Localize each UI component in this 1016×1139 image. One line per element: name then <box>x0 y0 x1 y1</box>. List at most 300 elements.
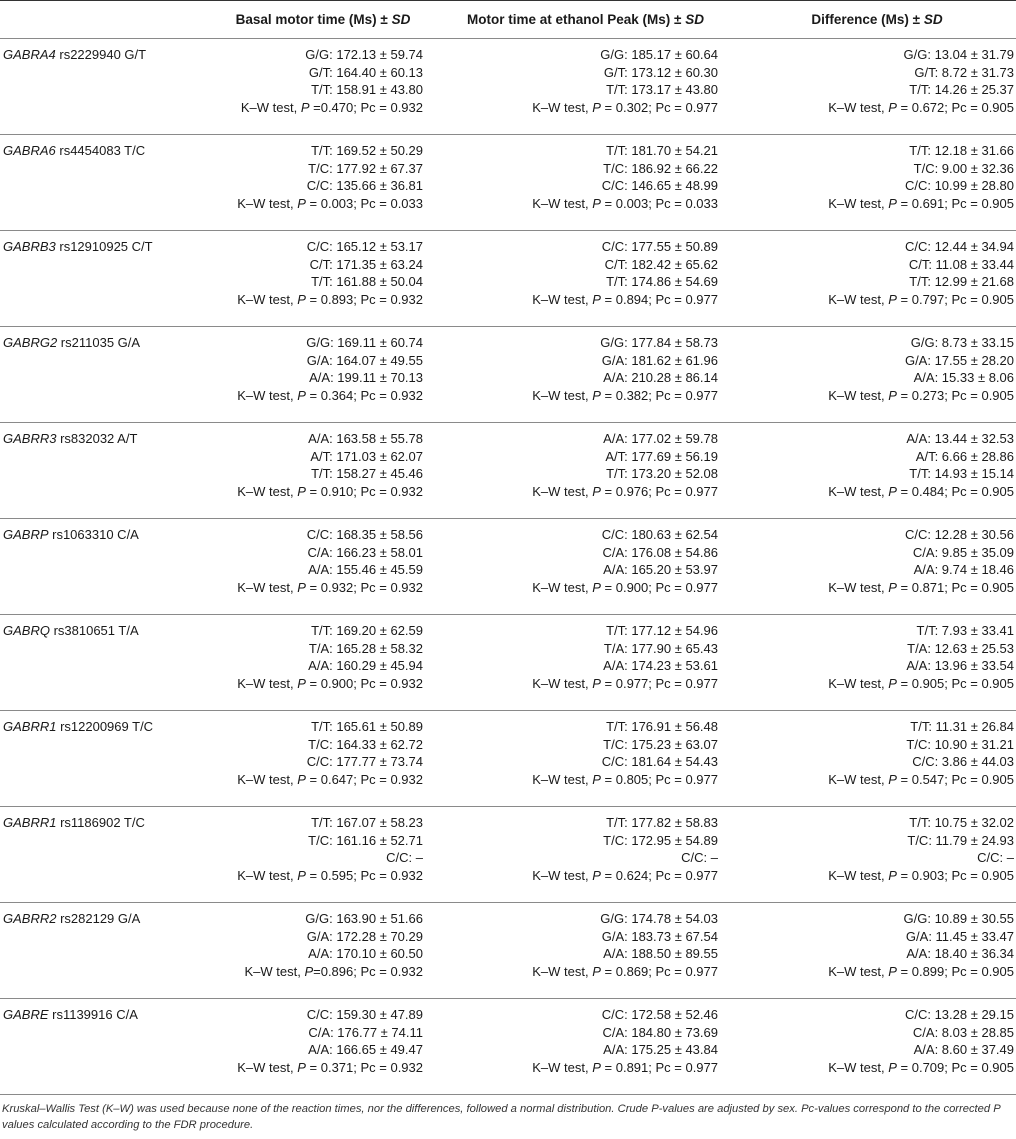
kw-test-result <box>214 195 423 213</box>
p-symbol: P <box>592 387 601 403</box>
p-symbol: P <box>297 1059 306 1075</box>
p-values: = 0.900; Pc = 0.932 <box>305 675 423 691</box>
genotype-value: A/A: 9.74 ± 18.46 <box>913 562 1014 578</box>
genotype-value: T/C: 164.33 ± 62.72 <box>308 736 423 752</box>
p-values: = 0.805; Pc = 0.977 <box>600 771 718 787</box>
table-row <box>0 615 1016 711</box>
p-symbol: P <box>592 675 601 691</box>
genotype-value: G/A: 17.55 ± 28.20 <box>904 352 1014 368</box>
genotype-value: G/T: 173.12 ± 60.30 <box>603 64 718 80</box>
genotype-value: G/T: 164.40 ± 60.13 <box>308 64 423 80</box>
kw-test-result <box>214 771 423 789</box>
table-body <box>0 39 1016 1095</box>
p-symbol: P <box>888 387 897 403</box>
basal-cell <box>213 999 433 1095</box>
genotype-value: T/C: 161.16 ± 52.71 <box>308 832 423 848</box>
genotype-value: A/A: 174.23 ± 53.61 <box>603 658 718 674</box>
p-values: = 0.910; Pc = 0.932 <box>305 483 423 499</box>
table-row <box>0 423 1016 519</box>
genotype-value: T/T: 10.75 ± 32.02 <box>909 815 1014 830</box>
p-values: = 0.977; Pc = 0.977 <box>600 675 718 691</box>
kw-test-label: K–W test, <box>237 291 298 307</box>
kw-test-result <box>214 291 423 309</box>
genotype-value: A/A: 15.33 ± 8.06 <box>913 370 1014 386</box>
p-symbol: P <box>888 675 897 691</box>
kw-test-label: K–W test, <box>237 195 298 211</box>
p-symbol: P <box>888 771 897 787</box>
difference-cell <box>738 615 1016 711</box>
kw-test-label: K–W test, <box>237 483 298 499</box>
kw-test-result <box>214 99 423 117</box>
difference-cell <box>738 711 1016 807</box>
genotype-value: G/G: 177.84 ± 58.73 <box>600 335 718 350</box>
genotype-value: T/T: 177.12 ± 54.96 <box>606 623 718 638</box>
basal-cell <box>213 231 433 327</box>
snp-id: rs12200969 T/C <box>56 719 154 734</box>
gene-name: GABRE <box>3 1007 49 1022</box>
p-symbol: P <box>888 963 897 979</box>
kw-test-result <box>434 867 718 885</box>
basal-cell <box>213 423 433 519</box>
genotype-value: A/A: 166.65 ± 49.47 <box>308 1042 423 1058</box>
gene-name: GABRQ <box>3 623 50 638</box>
genotype-value: T/T: 161.88 ± 50.04 <box>311 274 423 290</box>
kw-test-result <box>434 579 718 597</box>
kw-test-label: K–W test, <box>532 675 593 691</box>
genotype-value: C/A: 184.80 ± 73.69 <box>602 1024 718 1040</box>
genotype-value: T/C: 11.79 ± 24.93 <box>907 832 1014 848</box>
genotype-value: A/A: 188.50 ± 89.55 <box>603 946 718 962</box>
gene-name: GABRP <box>3 527 49 542</box>
p-values: =0.896; Pc = 0.932 <box>313 963 423 979</box>
p-symbol: P <box>297 867 306 883</box>
kw-test-label: K–W test, <box>237 1059 298 1075</box>
peak-cell <box>433 519 738 615</box>
p-symbol: P <box>297 579 306 595</box>
table-row <box>0 903 1016 999</box>
genotype-value: T/C: 186.92 ± 66.22 <box>603 160 718 176</box>
p-values: = 0.647; Pc = 0.932 <box>305 771 423 787</box>
gene-name: GABRR2 <box>3 911 57 926</box>
kw-test-result <box>739 963 1014 981</box>
p-values: = 0.871; Pc = 0.905 <box>896 579 1014 595</box>
genotype-value: T/T: 158.27 ± 45.46 <box>311 466 423 482</box>
genotype-value: C/C: 168.35 ± 58.56 <box>306 527 423 542</box>
header-difference <box>738 1 1016 39</box>
genotype-value: T/C: 172.95 ± 54.89 <box>603 832 718 848</box>
genotype-value: C/A: 9.85 ± 35.09 <box>912 544 1014 560</box>
gene-name: GABRB3 <box>3 239 56 254</box>
genotype-value: A/A: 177.02 ± 59.78 <box>603 431 718 446</box>
kw-test-label: K–W test, <box>532 99 593 115</box>
genotype-value: G/G: 185.17 ± 60.64 <box>600 47 718 62</box>
genotype-value: C/C: 180.63 ± 62.54 <box>601 527 718 542</box>
p-symbol: P <box>300 99 310 115</box>
p-values: = 0.382; Pc = 0.977 <box>600 387 718 403</box>
snp-cell <box>0 423 213 519</box>
gene-name: GABRR1 <box>3 719 57 734</box>
genotype-value: T/C: 9.00 ± 32.36 <box>913 160 1014 176</box>
genotype-value: C/C: 177.77 ± 73.74 <box>306 754 423 770</box>
p-values: = 0.932; Pc = 0.932 <box>305 579 423 595</box>
genotype-value: C/C: 135.66 ± 36.81 <box>306 178 423 194</box>
snp-id: rs2229940 G/T <box>55 47 147 62</box>
genotype-value: C/C: 177.55 ± 50.89 <box>601 239 718 254</box>
header-row <box>0 1 1016 39</box>
p-values: = 0.900; Pc = 0.977 <box>600 579 718 595</box>
p-symbol: P <box>592 771 601 787</box>
kw-test-result <box>739 579 1014 597</box>
genotype-value: G/A: 183.73 ± 67.54 <box>601 928 718 944</box>
snp-id: rs12910925 C/T <box>55 239 153 254</box>
p-symbol: P <box>592 99 601 115</box>
snp-id: rs832032 A/T <box>56 431 138 446</box>
p-values: = 0.691; Pc = 0.905 <box>896 195 1014 211</box>
snp-cell <box>0 519 213 615</box>
genotype-value: T/T: 158.91 ± 43.80 <box>311 82 423 98</box>
kw-test-result <box>214 483 423 501</box>
kw-test-result <box>214 387 423 405</box>
p-symbol: P <box>888 195 897 211</box>
genotype-value: A/T: 171.03 ± 62.07 <box>310 448 423 464</box>
basal-cell <box>213 135 433 231</box>
header-peak-text: Motor time at ethanol Peak (Ms) ± <box>467 12 682 27</box>
difference-cell <box>738 327 1016 423</box>
p-symbol: P <box>888 291 897 307</box>
p-symbol: P <box>592 291 601 307</box>
p-values: =0.470; Pc = 0.932 <box>309 99 423 115</box>
table-row <box>0 711 1016 807</box>
genotype-value: G/G: 8.73 ± 33.15 <box>910 335 1014 350</box>
p-symbol: P <box>297 387 306 403</box>
p-symbol: P <box>592 483 601 499</box>
genotype-value: A/A: 8.60 ± 37.49 <box>913 1042 1014 1058</box>
header-difference-text: Difference (Ms) ± <box>811 12 921 27</box>
genotype-value: C/C: – <box>386 850 423 866</box>
difference-cell <box>738 231 1016 327</box>
genotype-value: T/C: 175.23 ± 63.07 <box>603 736 718 752</box>
table-footnote: Kruskal–Wallis Test (K–W) was used because none of the reaction times, nor the differences, followed a normal distribution. Crude P-values are adjusted by sex. Pc-values correspond to the corrected P values calculated according to the FDR procedure. <box>2 1103 1001 1131</box>
kw-test-label: K–W test, <box>244 963 305 979</box>
gene-name: GABRR1 <box>3 815 57 830</box>
gene-name: GABRA6 <box>3 143 56 158</box>
genotype-value: T/T: 169.52 ± 50.29 <box>311 143 423 158</box>
genotype-value: A/A: 18.40 ± 36.34 <box>906 946 1014 962</box>
genotype-value: A/A: 165.20 ± 53.97 <box>603 562 718 578</box>
kw-test-label: K–W test, <box>828 483 889 499</box>
genotype-value: A/A: 210.28 ± 86.14 <box>603 370 718 386</box>
genotype-value: T/T: 177.82 ± 58.83 <box>606 815 718 830</box>
kw-test-label: K–W test, <box>237 867 298 883</box>
kw-test-result <box>434 291 718 309</box>
kw-test-result <box>739 99 1014 117</box>
genotype-value: T/T: 7.93 ± 33.41 <box>916 623 1014 638</box>
genotype-value: G/A: 11.45 ± 33.47 <box>905 928 1014 944</box>
kw-test-label: K–W test, <box>532 867 593 883</box>
p-values: = 0.003; Pc = 0.033 <box>305 195 423 211</box>
p-values: = 0.672; Pc = 0.905 <box>896 99 1014 115</box>
peak-cell <box>433 39 738 135</box>
genotype-value: G/G: 10.89 ± 30.55 <box>903 911 1014 926</box>
p-values: = 0.903; Pc = 0.905 <box>896 867 1014 883</box>
basal-cell <box>213 711 433 807</box>
p-values: = 0.003; Pc = 0.033 <box>600 195 718 211</box>
genotype-value: T/T: 173.17 ± 43.80 <box>606 82 718 98</box>
basal-cell <box>213 519 433 615</box>
genotype-value: T/T: 167.07 ± 58.23 <box>311 815 423 830</box>
genotype-value: C/T: 171.35 ± 63.24 <box>309 256 423 272</box>
kw-test-result <box>739 483 1014 501</box>
p-values: = 0.595; Pc = 0.932 <box>305 867 423 883</box>
p-symbol: P <box>888 867 897 883</box>
snp-cell <box>0 135 213 231</box>
genotype-value: A/A: 175.25 ± 43.84 <box>603 1042 718 1058</box>
basal-cell <box>213 807 433 903</box>
p-values: = 0.976; Pc = 0.977 <box>600 483 718 499</box>
genotype-value: C/A: 176.08 ± 54.86 <box>602 544 718 560</box>
difference-cell <box>738 903 1016 999</box>
header-peak-sd: SD <box>685 12 704 27</box>
genotype-value: T/T: 165.61 ± 50.89 <box>311 719 423 734</box>
p-symbol: P <box>592 1059 601 1075</box>
basal-cell <box>213 327 433 423</box>
kw-test-result <box>739 867 1014 885</box>
genotype-value: C/C: 146.65 ± 48.99 <box>601 178 718 194</box>
genotype-value: T/T: 176.91 ± 56.48 <box>606 719 718 734</box>
p-values: = 0.905; Pc = 0.905 <box>896 675 1014 691</box>
kw-test-label: K–W test, <box>532 387 593 403</box>
kw-test-label: K–W test, <box>828 1059 889 1075</box>
genotype-value: A/A: 163.58 ± 55.78 <box>308 431 423 446</box>
kw-test-result <box>434 195 718 213</box>
table-row <box>0 999 1016 1095</box>
header-basal-sd: SD <box>391 12 411 27</box>
genotype-value: A/A: 155.46 ± 45.59 <box>308 562 423 578</box>
snp-id: rs211035 G/A <box>57 335 141 350</box>
peak-cell <box>433 807 738 903</box>
kw-test-result <box>739 195 1014 213</box>
table-row <box>0 519 1016 615</box>
genotype-value: C/C: – <box>977 850 1014 866</box>
kw-test-result <box>214 963 423 981</box>
kw-test-label: K–W test, <box>532 579 593 595</box>
peak-cell <box>433 135 738 231</box>
p-symbol: P <box>888 99 897 115</box>
p-values: = 0.893; Pc = 0.932 <box>305 291 423 307</box>
p-symbol: P <box>592 867 601 883</box>
genotype-value: C/C: 12.44 ± 34.94 <box>904 239 1014 254</box>
snp-cell <box>0 327 213 423</box>
p-values: = 0.484; Pc = 0.905 <box>896 483 1014 499</box>
kw-test-result <box>214 1059 423 1077</box>
p-symbol: P <box>297 291 306 307</box>
difference-cell <box>738 807 1016 903</box>
genotype-value: C/A: 8.03 ± 28.85 <box>912 1024 1014 1040</box>
genotype-value: C/C: 10.99 ± 28.80 <box>904 178 1014 194</box>
kw-test-result <box>739 387 1014 405</box>
p-values: = 0.891; Pc = 0.977 <box>600 1059 718 1075</box>
kw-test-result <box>434 483 718 501</box>
snp-cell <box>0 711 213 807</box>
genotype-value: G/G: 13.04 ± 31.79 <box>903 47 1014 62</box>
kw-test-result <box>739 771 1014 789</box>
kw-test-result <box>214 579 423 597</box>
table-row <box>0 231 1016 327</box>
difference-cell <box>738 519 1016 615</box>
genotype-value: G/A: 181.62 ± 61.96 <box>601 352 718 368</box>
snp-cell <box>0 903 213 999</box>
genotype-value: T/T: 14.26 ± 25.37 <box>909 82 1014 98</box>
table-row <box>0 39 1016 135</box>
basal-cell <box>213 39 433 135</box>
kw-test-label: K–W test, <box>828 963 889 979</box>
gene-name: GABRA4 <box>3 47 56 62</box>
snp-id: rs3810651 T/A <box>49 623 139 638</box>
genotype-value: G/A: 172.28 ± 70.29 <box>306 928 423 944</box>
genotype-value: A/A: 13.44 ± 32.53 <box>906 431 1014 446</box>
genotype-value: G/G: 163.90 ± 51.66 <box>305 911 423 926</box>
p-symbol: P <box>888 483 897 499</box>
genotype-value: A/A: 170.10 ± 60.50 <box>308 946 423 962</box>
genotype-value: A/T: 6.66 ± 28.86 <box>915 448 1014 464</box>
peak-cell <box>433 231 738 327</box>
genotype-value: C/C: 181.64 ± 54.43 <box>601 754 718 770</box>
kw-test-label: K–W test, <box>828 867 889 883</box>
genotype-value: T/T: 173.20 ± 52.08 <box>606 466 718 482</box>
genotype-value: T/T: 174.86 ± 54.69 <box>606 274 718 290</box>
table-header <box>0 1 1016 39</box>
snp-cell <box>0 231 213 327</box>
genotype-value: A/A: 160.29 ± 45.94 <box>308 658 423 674</box>
header-basal-text: Basal motor time (Ms) ± <box>235 12 388 27</box>
genotype-value: C/C: 3.86 ± 44.03 <box>912 754 1014 770</box>
snp-id: rs4454083 T/C <box>55 143 146 158</box>
genotype-value: A/A: 199.11 ± 70.13 <box>309 370 423 386</box>
genotype-value: A/A: 13.96 ± 33.54 <box>906 658 1014 674</box>
snp-cell <box>0 615 213 711</box>
peak-cell <box>433 327 738 423</box>
peak-cell <box>433 711 738 807</box>
kw-test-result <box>214 675 423 693</box>
genotype-value: G/T: 8.72 ± 31.73 <box>914 64 1014 80</box>
difference-cell <box>738 999 1016 1095</box>
p-values: = 0.547; Pc = 0.905 <box>896 771 1014 787</box>
genotype-value: C/A: 166.23 ± 58.01 <box>307 544 423 560</box>
genotype-value: G/G: 172.13 ± 59.74 <box>305 47 423 62</box>
genotype-value: C/T: 11.08 ± 33.44 <box>908 256 1014 272</box>
kw-test-label: K–W test, <box>828 579 889 595</box>
header-basal <box>213 1 433 39</box>
kw-test-label: K–W test, <box>828 387 889 403</box>
genotype-value: C/A: 176.77 ± 74.11 <box>308 1024 423 1040</box>
kw-test-result <box>214 867 423 885</box>
kw-test-result <box>739 1059 1014 1077</box>
kw-test-label: K–W test, <box>237 771 298 787</box>
p-values: = 0.371; Pc = 0.932 <box>305 1059 423 1075</box>
difference-cell <box>738 39 1016 135</box>
p-symbol: P <box>888 1059 897 1075</box>
table-row <box>0 807 1016 903</box>
p-values: = 0.869; Pc = 0.977 <box>600 963 718 979</box>
genotype-value: T/T: 11.31 ± 26.84 <box>910 719 1014 734</box>
header-peak <box>433 1 738 39</box>
genotype-value: T/T: 12.18 ± 31.66 <box>909 143 1014 158</box>
peak-cell <box>433 999 738 1095</box>
p-values: = 0.273; Pc = 0.905 <box>896 387 1014 403</box>
p-values: = 0.364; Pc = 0.932 <box>305 387 423 403</box>
genotype-value: T/C: 10.90 ± 31.21 <box>906 736 1014 752</box>
kw-test-label: K–W test, <box>532 1059 593 1075</box>
genotype-value: G/A: 164.07 ± 49.55 <box>306 352 423 368</box>
kw-test-label: K–W test, <box>828 675 889 691</box>
table-row <box>0 135 1016 231</box>
kw-test-label: K–W test, <box>237 579 298 595</box>
basal-cell <box>213 903 433 999</box>
genotype-value: T/C: 177.92 ± 67.37 <box>308 160 423 176</box>
p-values: = 0.899; Pc = 0.905 <box>896 963 1014 979</box>
p-values: = 0.894; Pc = 0.977 <box>600 291 718 307</box>
snp-cell <box>0 807 213 903</box>
kw-test-result <box>434 963 718 981</box>
p-values: = 0.624; Pc = 0.977 <box>600 867 718 883</box>
kw-test-result <box>434 675 718 693</box>
p-values: = 0.797; Pc = 0.905 <box>896 291 1014 307</box>
gene-name: GABRR3 <box>3 431 57 446</box>
difference-cell <box>738 135 1016 231</box>
kw-test-label: K–W test, <box>240 99 301 115</box>
p-values: = 0.709; Pc = 0.905 <box>896 1059 1014 1075</box>
genotype-value: T/A: 165.28 ± 58.32 <box>308 640 423 656</box>
p-symbol: P <box>297 195 306 211</box>
genotype-value: T/A: 177.90 ± 65.43 <box>603 640 718 656</box>
genotype-value: T/T: 14.93 ± 15.14 <box>909 466 1014 482</box>
p-symbol: P <box>592 963 601 979</box>
kw-test-label: K–W test, <box>532 963 593 979</box>
header-difference-sd: SD <box>923 12 943 27</box>
genotype-value: C/C: – <box>681 850 718 866</box>
genotype-value: C/C: 159.30 ± 47.89 <box>306 1007 423 1022</box>
genotype-value: T/A: 12.63 ± 25.53 <box>907 640 1014 656</box>
kw-test-label: K–W test, <box>532 291 593 307</box>
snp-id: rs1186902 T/C <box>56 815 145 830</box>
kw-test-label: K–W test, <box>237 675 298 691</box>
genotype-value: C/C: 12.28 ± 30.56 <box>904 527 1014 542</box>
p-symbol: P <box>888 579 897 595</box>
kw-test-label: K–W test, <box>532 771 593 787</box>
genotype-value: C/C: 172.58 ± 52.46 <box>601 1007 718 1022</box>
kw-test-result <box>739 675 1014 693</box>
genotype-value: C/C: 13.28 ± 29.15 <box>904 1007 1014 1022</box>
peak-cell <box>433 903 738 999</box>
p-symbol: P <box>592 579 601 595</box>
kw-test-label: K–W test, <box>828 195 889 211</box>
genotype-value: G/G: 169.11 ± 60.74 <box>306 335 423 350</box>
p-symbol: P <box>592 195 601 211</box>
difference-cell <box>738 423 1016 519</box>
genotype-value: C/C: 165.12 ± 53.17 <box>306 239 423 254</box>
kw-test-label: K–W test, <box>828 771 889 787</box>
snp-id: rs282129 G/A <box>56 911 141 926</box>
kw-test-result <box>434 99 718 117</box>
genotype-value: A/T: 177.69 ± 56.19 <box>605 448 718 464</box>
genotype-value: T/T: 181.70 ± 54.21 <box>606 143 718 158</box>
kw-test-label: K–W test, <box>532 483 593 499</box>
p-symbol: P <box>297 675 306 691</box>
snp-cell <box>0 999 213 1095</box>
genotype-value: T/T: 12.99 ± 21.68 <box>909 274 1014 290</box>
genotype-value: T/T: 169.20 ± 62.59 <box>311 623 423 638</box>
kw-test-label: K–W test, <box>828 291 889 307</box>
